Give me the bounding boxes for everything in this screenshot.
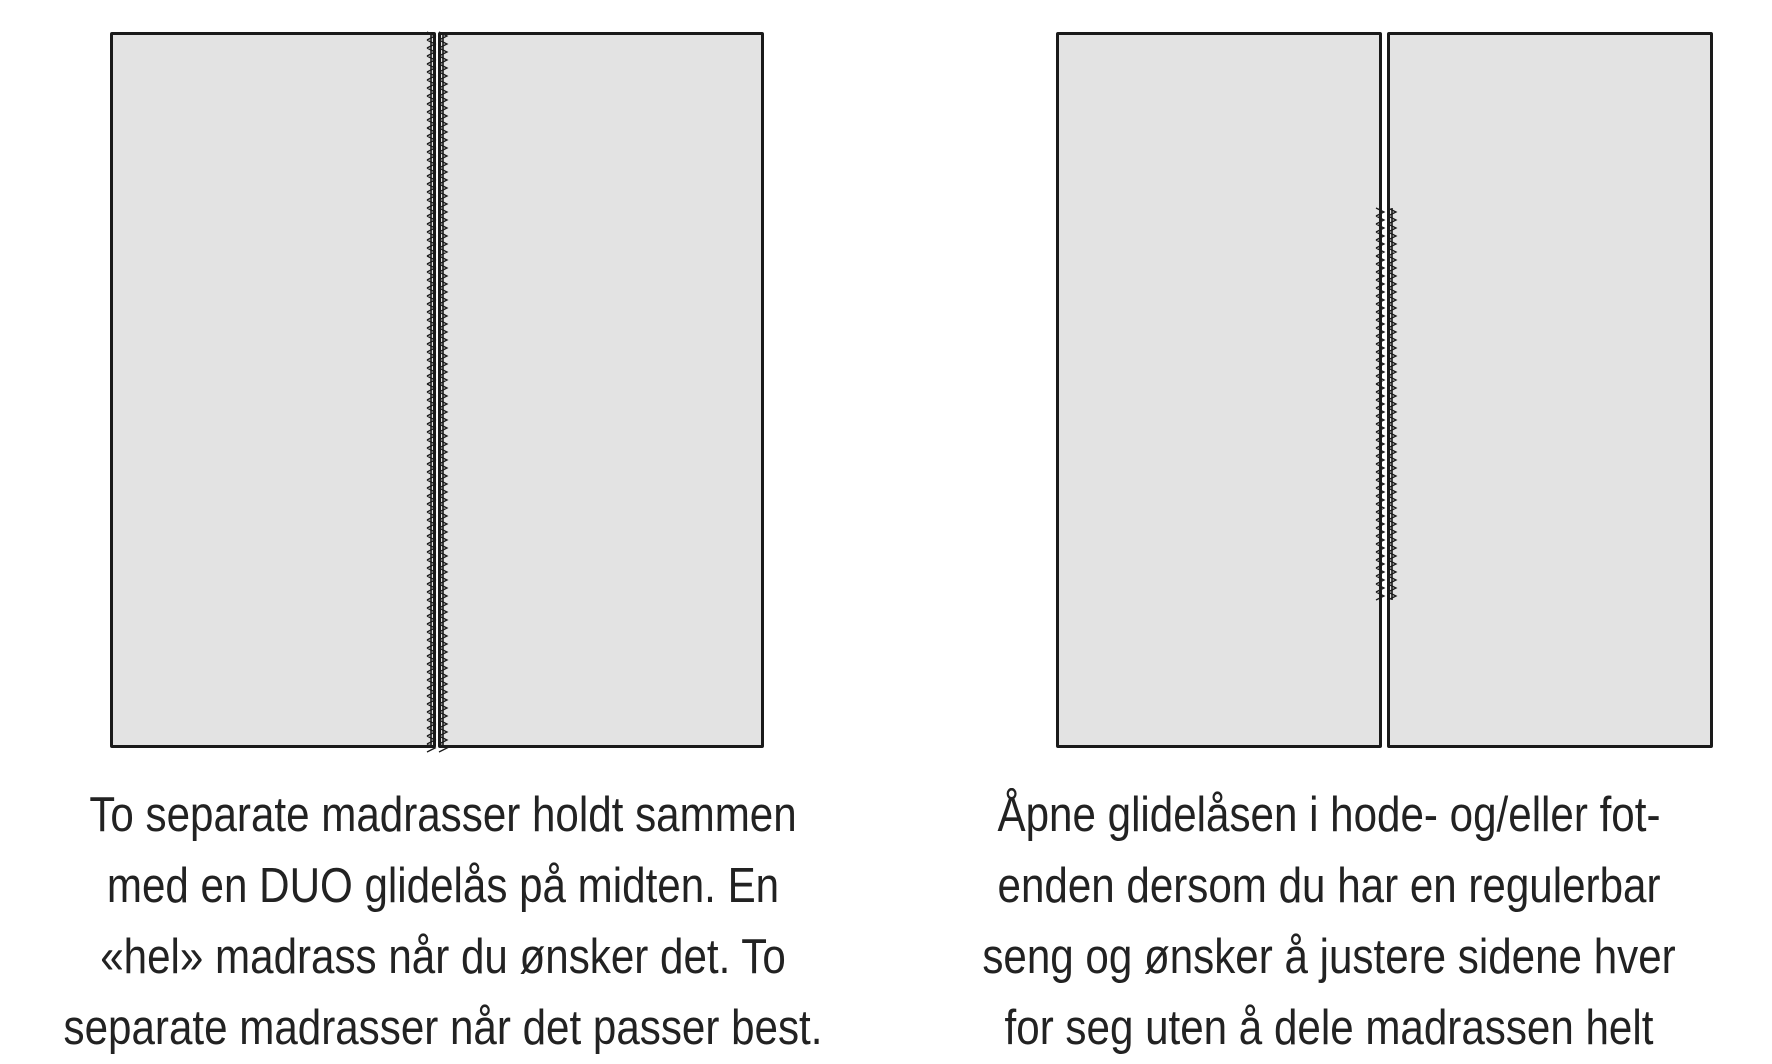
mattress-right-half: [438, 32, 764, 748]
caption-line: for seg uten å dele madrassen helt: [1004, 1001, 1654, 1055]
panel-partly-open-mattress: [886, 0, 1772, 1063]
mattress-right-half: [1387, 32, 1713, 748]
caption-line: med en DUO glidelås på midten. En: [106, 859, 780, 913]
caption-line: separate madrasser når det passer best.: [63, 1001, 823, 1055]
mattress-left-half: [1056, 32, 1382, 748]
zipper-middle-section: [1374, 208, 1398, 600]
caption-partly-open: [948, 780, 1710, 1064]
caption-line: seng og ønsker å justere sidene hver: [982, 930, 1676, 984]
caption-line: To separate madrasser holdt sammen: [89, 788, 797, 842]
caption-joined: [62, 780, 824, 1064]
zipper-full-length: [425, 32, 449, 748]
mattress-left-half: [110, 32, 436, 748]
panel-joined-mattress: [0, 0, 886, 1063]
caption-line: «hel» madrass når du ønsker det. To: [100, 930, 786, 984]
caption-line: enden dersom du har en regulerbar: [997, 859, 1661, 913]
caption-line: Åpne glidelåsen i hode- og/eller fot-: [997, 788, 1661, 842]
